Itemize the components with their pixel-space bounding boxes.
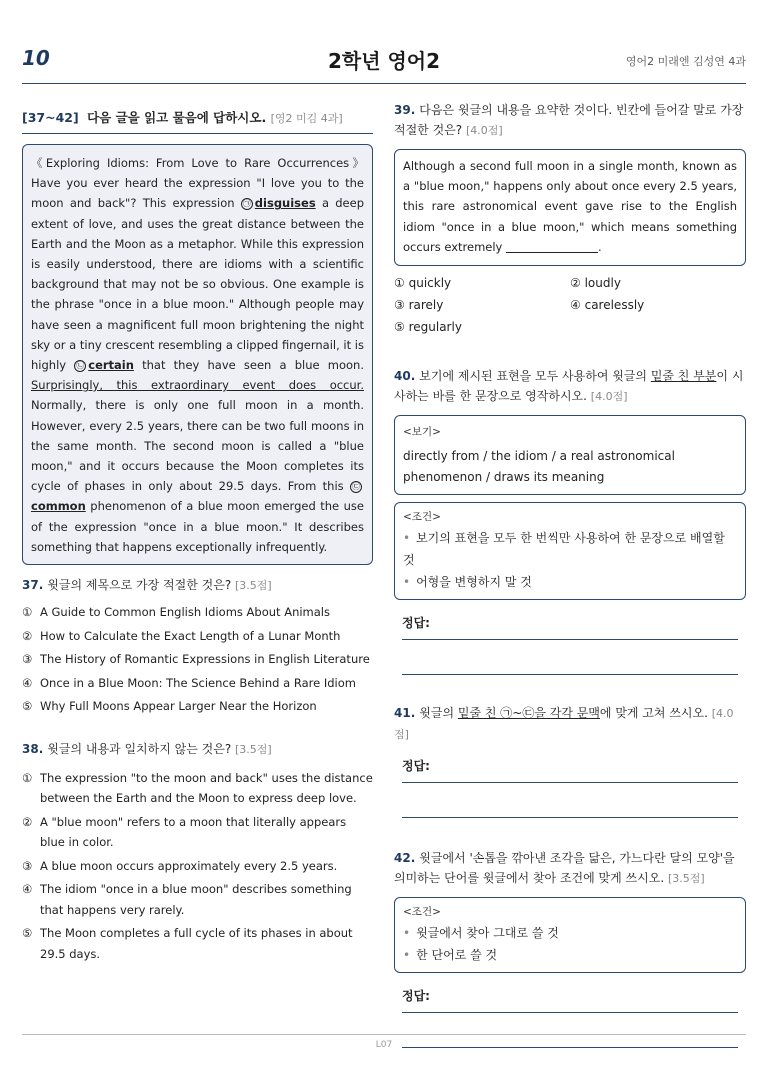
question-number: 39. bbox=[394, 103, 416, 117]
question-text-b: 이 시사하는 바를 한 문장으로 영작하시오. bbox=[394, 369, 744, 404]
option-text: A blue moon occurs approximately every 2.5 years. bbox=[40, 858, 338, 873]
question-text: 윗글에서 '손톱을 깎아낸 조각을 닮은, 가느다란 달의 모양'을 의미하는 단어를 윗글에서 찾아 조건에 맞게 쓰시오. bbox=[394, 851, 735, 886]
question-38 bbox=[22, 739, 373, 760]
passage-text-4: Normally, there is only one full moon in a month. However, every 2.5 years, there can be two full moons in the same month. The second moon is called a "blue moon," and it occurs because the Moon completes its cycle of phases in only about 29.5 days. From this bbox=[31, 398, 364, 494]
option-mark: ① bbox=[22, 605, 33, 620]
answer-line[interactable] bbox=[402, 782, 738, 783]
section-heading bbox=[22, 108, 373, 134]
question-text-b: 에 맞게 고쳐 쓰시오. bbox=[599, 706, 708, 721]
option-mark: ③ bbox=[22, 652, 33, 667]
passage-text-3: that they have seen a blue moon. bbox=[133, 358, 364, 373]
option-text: The History of Romantic Expressions in English Literature bbox=[40, 652, 370, 667]
question-text: 다음은 윗글의 내용을 요약한 것이다. 빈칸에 들어갈 말로 가장 적절한 것은? bbox=[394, 103, 744, 137]
option-text: Once in a Blue Moon: The Science Behind a Rare Idiom bbox=[40, 675, 356, 690]
option[interactable] bbox=[22, 812, 373, 853]
footer-text: L07 bbox=[375, 1040, 393, 1050]
word-a: disguises bbox=[254, 196, 316, 211]
option[interactable] bbox=[22, 879, 373, 920]
option[interactable] bbox=[22, 856, 373, 877]
passage-text-2: a deep extent of love, and uses the great distance between the Earth and the Moon as a metaphor. While this expression is easily understood, there are idioms with a scientific background that may not be so obvious. One example is the phrase "once in a blue moon." Although people may have seen a magnificent full moon brightening the night sky or a tiny crescent resembling a clipped fingernail, it is highly bbox=[31, 196, 365, 373]
box-text: directly from / the idiom / a real astronomical phenomenon / draws its meaning bbox=[403, 449, 675, 485]
option-mark: ④ bbox=[22, 675, 33, 690]
option-text: Why Full Moons Appear Larger Near the Horizon bbox=[40, 699, 317, 714]
option-text: A Guide to Common English Idioms About Animals bbox=[40, 605, 330, 620]
option-text: quickly bbox=[408, 276, 452, 291]
page-title: 2학년 영어2 bbox=[327, 49, 441, 73]
question-number: 42. bbox=[394, 851, 416, 866]
option-mark: ⑤ bbox=[22, 699, 33, 714]
answer-line[interactable] bbox=[402, 1012, 738, 1013]
bogi-box bbox=[394, 415, 746, 495]
passage-text-5: phenomenon of a blue moon emerged the use of the expression "once in a blue moon." It describes something that happens exceptionally infrequently. bbox=[31, 499, 364, 554]
option[interactable] bbox=[570, 274, 746, 292]
section-instruction: 다음 글을 읽고 물음에 답하시오. bbox=[87, 110, 267, 125]
word-c: common bbox=[31, 499, 86, 514]
question-text: 윗글의 제목으로 가장 적절한 것은? bbox=[47, 578, 232, 593]
question-39 bbox=[394, 100, 746, 141]
mark-c: ㉢ bbox=[352, 482, 360, 492]
option[interactable] bbox=[22, 768, 373, 809]
option-mark: ③ bbox=[22, 858, 33, 873]
answer-line[interactable] bbox=[402, 639, 738, 640]
question-number: 41. bbox=[394, 706, 416, 721]
option-text: The idiom "once in a blue moon" describes something that happens very rarely. bbox=[40, 882, 352, 917]
q37-options bbox=[22, 602, 373, 717]
answer-label: 정답: bbox=[402, 759, 430, 774]
option-mark: ③ bbox=[394, 298, 405, 313]
underlined-sentence: Surprisingly, this extraordinary event does occur. bbox=[31, 378, 364, 393]
question-41 bbox=[394, 703, 746, 745]
condition-item: • 한 단어로 쓸 것 bbox=[403, 944, 737, 966]
question-number: 37. bbox=[22, 578, 44, 593]
option[interactable] bbox=[394, 296, 570, 314]
question-text-underlined: 밑줄 친 부분 bbox=[650, 369, 717, 384]
summary-text: Although a second full moon in a single month, known as a "blue moon," happens only about once every 2.5 years, this rare astronomical event gave rise to the English idiom "once in a blue moon," which means something occurs extremely bbox=[403, 159, 737, 254]
q38-options bbox=[22, 768, 373, 965]
answer-line[interactable] bbox=[402, 674, 738, 675]
mark-b: ㉡ bbox=[76, 361, 85, 371]
page-number: 10 bbox=[22, 46, 50, 70]
section-source: [영2 미김 4과] bbox=[270, 112, 343, 125]
question-text-a: 윗글의 bbox=[419, 706, 458, 721]
question-points: [4.0점] bbox=[465, 124, 503, 137]
page-info: 영어2 미래엔 김성연 4과 bbox=[625, 55, 746, 68]
section-range: [37~42] bbox=[22, 110, 79, 125]
question-text: 윗글의 내용과 일치하지 않는 것은? bbox=[47, 741, 232, 756]
option-mark: ④ bbox=[570, 298, 581, 313]
condition-box bbox=[394, 897, 746, 973]
box-label: <조건> bbox=[403, 906, 441, 919]
right-column bbox=[394, 100, 746, 1048]
option[interactable] bbox=[22, 649, 373, 670]
question-points: [3.5점] bbox=[235, 579, 272, 593]
question-37 bbox=[22, 575, 373, 596]
question-text-a: 보기에 제시된 표현을 모두 사용하여 윗글의 bbox=[419, 369, 651, 384]
blank-line[interactable] bbox=[506, 241, 598, 253]
left-column bbox=[22, 100, 373, 967]
question-text-underlined: 밑줄 친 ㉠~㉢을 각각 문맥 bbox=[457, 706, 600, 721]
word-b: certain bbox=[88, 358, 134, 373]
option[interactable] bbox=[394, 318, 570, 336]
summary-box bbox=[394, 149, 746, 266]
option[interactable] bbox=[22, 673, 373, 694]
question-number: 40. bbox=[394, 369, 416, 384]
answer-line[interactable] bbox=[402, 817, 738, 818]
option[interactable] bbox=[22, 923, 373, 964]
condition-item: • 어형을 변형하지 말 것 bbox=[403, 571, 737, 593]
option-text: regularly bbox=[408, 320, 462, 335]
question-points: [3.5점] bbox=[235, 742, 272, 756]
option-text: The expression "to the moon and back" uses the distance between the Earth and the Moon to express deep love. bbox=[40, 770, 373, 806]
question-points: [4.0점] bbox=[394, 707, 734, 742]
option-mark: ⑤ bbox=[394, 320, 405, 335]
reading-passage bbox=[22, 144, 373, 565]
option[interactable] bbox=[22, 696, 373, 717]
box-label: <조건> bbox=[403, 511, 441, 524]
question-number: 38. bbox=[22, 741, 44, 756]
option-text: How to Calculate the Exact Length of a Lunar Month bbox=[40, 628, 341, 643]
option-mark: ② bbox=[22, 628, 33, 643]
option-mark: ② bbox=[22, 814, 33, 829]
option-mark: ① bbox=[22, 770, 33, 785]
question-points: [3.5점] bbox=[667, 872, 705, 886]
option-mark: ④ bbox=[22, 882, 33, 897]
answer-label: 정답: bbox=[402, 989, 430, 1004]
q39-options bbox=[394, 274, 746, 336]
condition-box bbox=[394, 502, 746, 600]
option[interactable] bbox=[22, 626, 373, 647]
box-label: <보기> bbox=[403, 426, 441, 439]
condition-item: • 보기의 표현을 모두 한 번씩만 사용하여 한 문장으로 배열할 것 bbox=[403, 527, 737, 571]
option-mark: ① bbox=[394, 276, 405, 291]
option-text: The Moon completes a full cycle of its phases in about 29.5 days. bbox=[40, 926, 353, 961]
option-text: loudly bbox=[584, 276, 621, 291]
page-header bbox=[22, 40, 746, 84]
question-points: [4.0점] bbox=[590, 390, 628, 404]
footer-divider bbox=[22, 1034, 746, 1035]
option[interactable] bbox=[22, 602, 373, 623]
answer-label: 정답: bbox=[402, 616, 430, 631]
option-text: A "blue moon" refers to a moon that literally appears blue in color. bbox=[40, 814, 347, 850]
option[interactable] bbox=[394, 274, 570, 292]
question-42 bbox=[394, 848, 746, 889]
condition-item: • 윗글에서 찾아 그대로 쓸 것 bbox=[403, 922, 737, 944]
question-40 bbox=[394, 366, 746, 407]
option-mark: ② bbox=[570, 276, 581, 291]
summary-end: . bbox=[598, 239, 602, 254]
option-text: carelessly bbox=[584, 298, 645, 313]
mark-a: ㉠ bbox=[242, 199, 251, 209]
option-text: rarely bbox=[408, 298, 444, 313]
option[interactable] bbox=[570, 296, 746, 314]
option-mark: ⑤ bbox=[22, 926, 33, 941]
passage-text-1: 《Exploring Idioms: From Love to Rare Occurrences》 Have you ever heard the expression "I love you to the moon and back"? This expression bbox=[31, 156, 364, 211]
